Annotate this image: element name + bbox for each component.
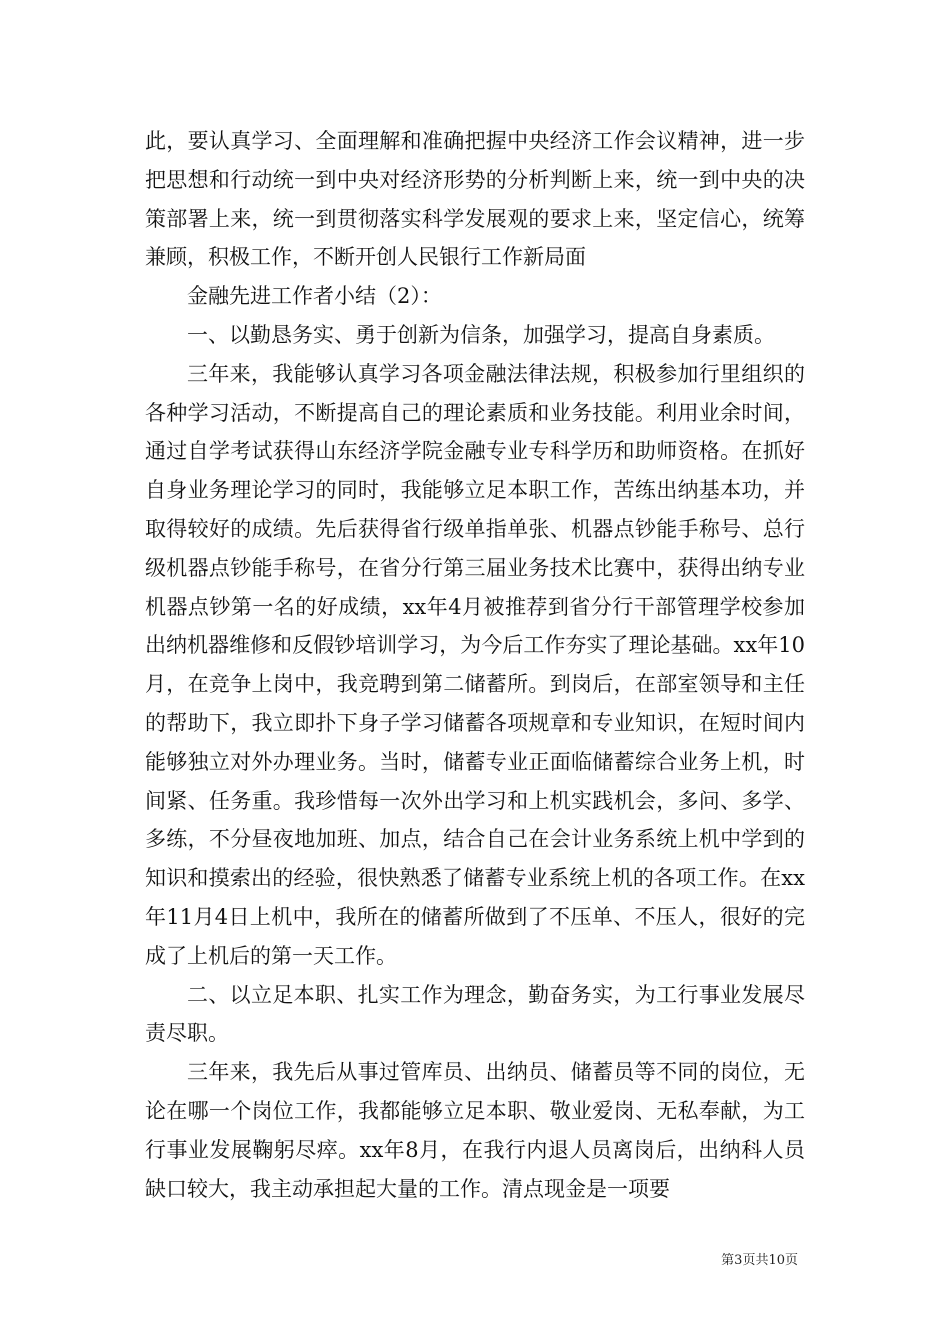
paragraph-study: 三年来，我能够认真学习各项金融法律法规，积极参加行里组织的各种学习活动，不断提高自己的理论素质和业务技能。利用业余时间，通过自学考试获得山东经济学院金融专业专科学历和助师资格。在抓好自身业务理论学习的同时，我能够立足本职工作，苦练出纳基本功，并取得较好的成绩。先后获得省行级单指单张、机器点钞能手称号、总行级机器点钞能手称号，在省分行第三届业务技术比赛中，获得出纳专业机器点钞第一名的好成绩，xx年4月被推荐到省分行干部管理学校参加出纳机器维修和反假钞培训学习，为今后工作夯实了理论基础。xx年10月，在竞争上岗中，我竞聘到第二储蓄所。到岗后，在部室领导和主任的帮助下，我立即扑下身子学习储蓄各项规章和专业知识，在短时间内能够独立对外办理业务。当时，储蓄专业正面临储蓄综合业务上机，时间紧、任务重。我珍惜每一次外出学习和上机实践机会，多问、多学、多练，不分昼夜地加班、加点，结合自己在会计业务系统上机中学到的知识和摸索出的经验，很快熟悉了储蓄专业系统上机的各项工作。在xx年11月4日上机中，我所在的储蓄所做到了不压单、不压人，很好的完成了上机后的第一天工作。 [145, 361, 805, 968]
heading-one: 一、以勤恳务实、勇于创新为信条，加强学习，提高自身素质。 [187, 322, 775, 347]
paragraph-continuation: 此，要认真学习、全面理解和准确把握中央经济工作会议精神，进一步把思想和行动统一到中央对经济形势的分析判断上来，统一到中央的决策部署上来，统一到贯彻落实科学发展观的要求上来，坚定信心，统筹兼顾，积极工作，不断开创人民银行工作新局面 [145, 129, 805, 270]
body-text [145, 122, 805, 1208]
section-title: 金融先进工作者小结（2）： [187, 284, 442, 309]
paragraph-work: 三年来，我先后从事过管库员、出纳员、储蓄员等不同的岗位，无论在哪一个岗位工作，我都能够立足本职、敬业爱岗、无私奉献，为工行事业发展鞠躬尽瘁。xx年8月，在我行内退人员离岗后，出纳科人员缺口较大，我主动承担起大量的工作。清点现金是一项要 [145, 1060, 805, 1201]
heading-two: 二、以立足本职、扎实工作为理念，勤奋务实，为工行事业发展尽责尽职。 [145, 982, 805, 1046]
page-number: 第3页共10页 [721, 1253, 798, 1268]
